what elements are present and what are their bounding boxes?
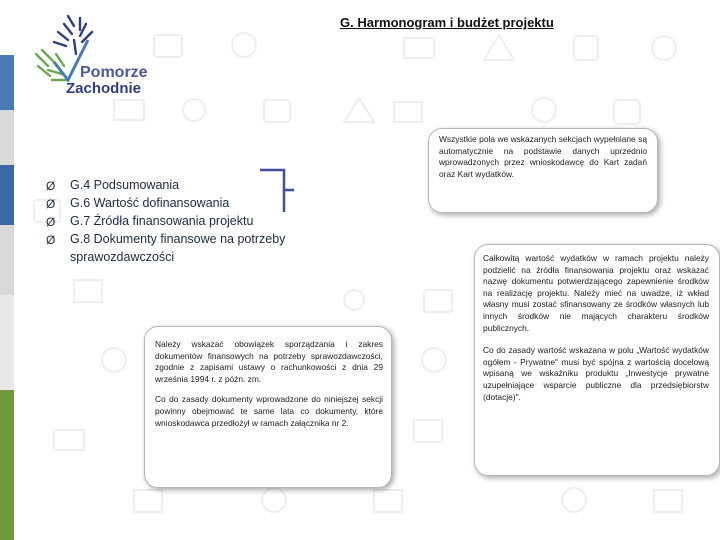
callout-auto-fields: [428, 128, 658, 213]
callout-sources-paragraph: Całkowitą wartość wydatków w ramach projektu należy podzielić na źródła finansowania projektu oraz wskazać nazwę dokumentu potwierdzającego zapewnienie środków na realizację projektu. Należy mieć na uwadze, iż wkład własny musi zostać sfinansowany ze środków własnych lub innych środków nie mających charakteru środków publicznych.: [483, 253, 709, 333]
left-stripe: [0, 0, 14, 540]
list-item: Ø G.7 Źródła finansowania projektu: [46, 214, 254, 229]
arrow-bullet-icon: Ø: [46, 233, 56, 247]
list-item: Ø G.8 Dokumenty finansowe na potrzeby sprawozdawczości: [46, 232, 286, 264]
list-item: Ø G.4 Podsumowania: [46, 178, 180, 193]
logo-text-line2: Zachodnie: [66, 80, 142, 97]
callout-funding-sources: [474, 244, 720, 476]
callout-documents-paragraph: Należy wskazać obowiązek sporządzania i zakres dokumentów finansowych na potrzeby sprawozdawczości, zgodnie z zapisami ustawy o rachunkowości z dnia 29 września 1994 r. z późn. zm.: [155, 339, 383, 384]
logo-text-line1: Pomorze: [80, 64, 148, 81]
arrow-bullet-icon: Ø: [46, 197, 56, 211]
callout-sources-paragraph: Co do zasady wartość wskazana w polu „Wartość wydatków ogółem - Prywatne" musi być spójna z wartością docelową wpisaną we wskaźniku produktu „Inwestycje prywatne uzupełniające wsparcie publiczne dla przedsiębiorstw (dotacje)".: [483, 345, 709, 402]
callout-documents-paragraph: Co do zasady dokumenty wprowadzone do niniejszej sekcji powinny obejmować te same lata co dokumenty, które wnioskodawca przedłożył w ramach załącznika nr 2.: [155, 394, 383, 428]
callout-auto-fields-text: Wszystkie pola we wskazanych sekcjach wypełniane są automatycznie na podstawie danych uprzednio wprowadzonych przez wnioskodawcę do Kart zadań oraz Kart wydatków.: [439, 134, 647, 179]
arrow-bullet-icon: Ø: [46, 215, 56, 229]
bracket-connector: [260, 162, 440, 212]
list-item: Ø G.6 Wartość dofinansowania: [46, 196, 230, 211]
callout-financial-documents: [144, 326, 392, 488]
arrow-bullet-icon: Ø: [46, 179, 56, 193]
page-title: G. Harmonogram i budżet projektu: [340, 15, 554, 30]
